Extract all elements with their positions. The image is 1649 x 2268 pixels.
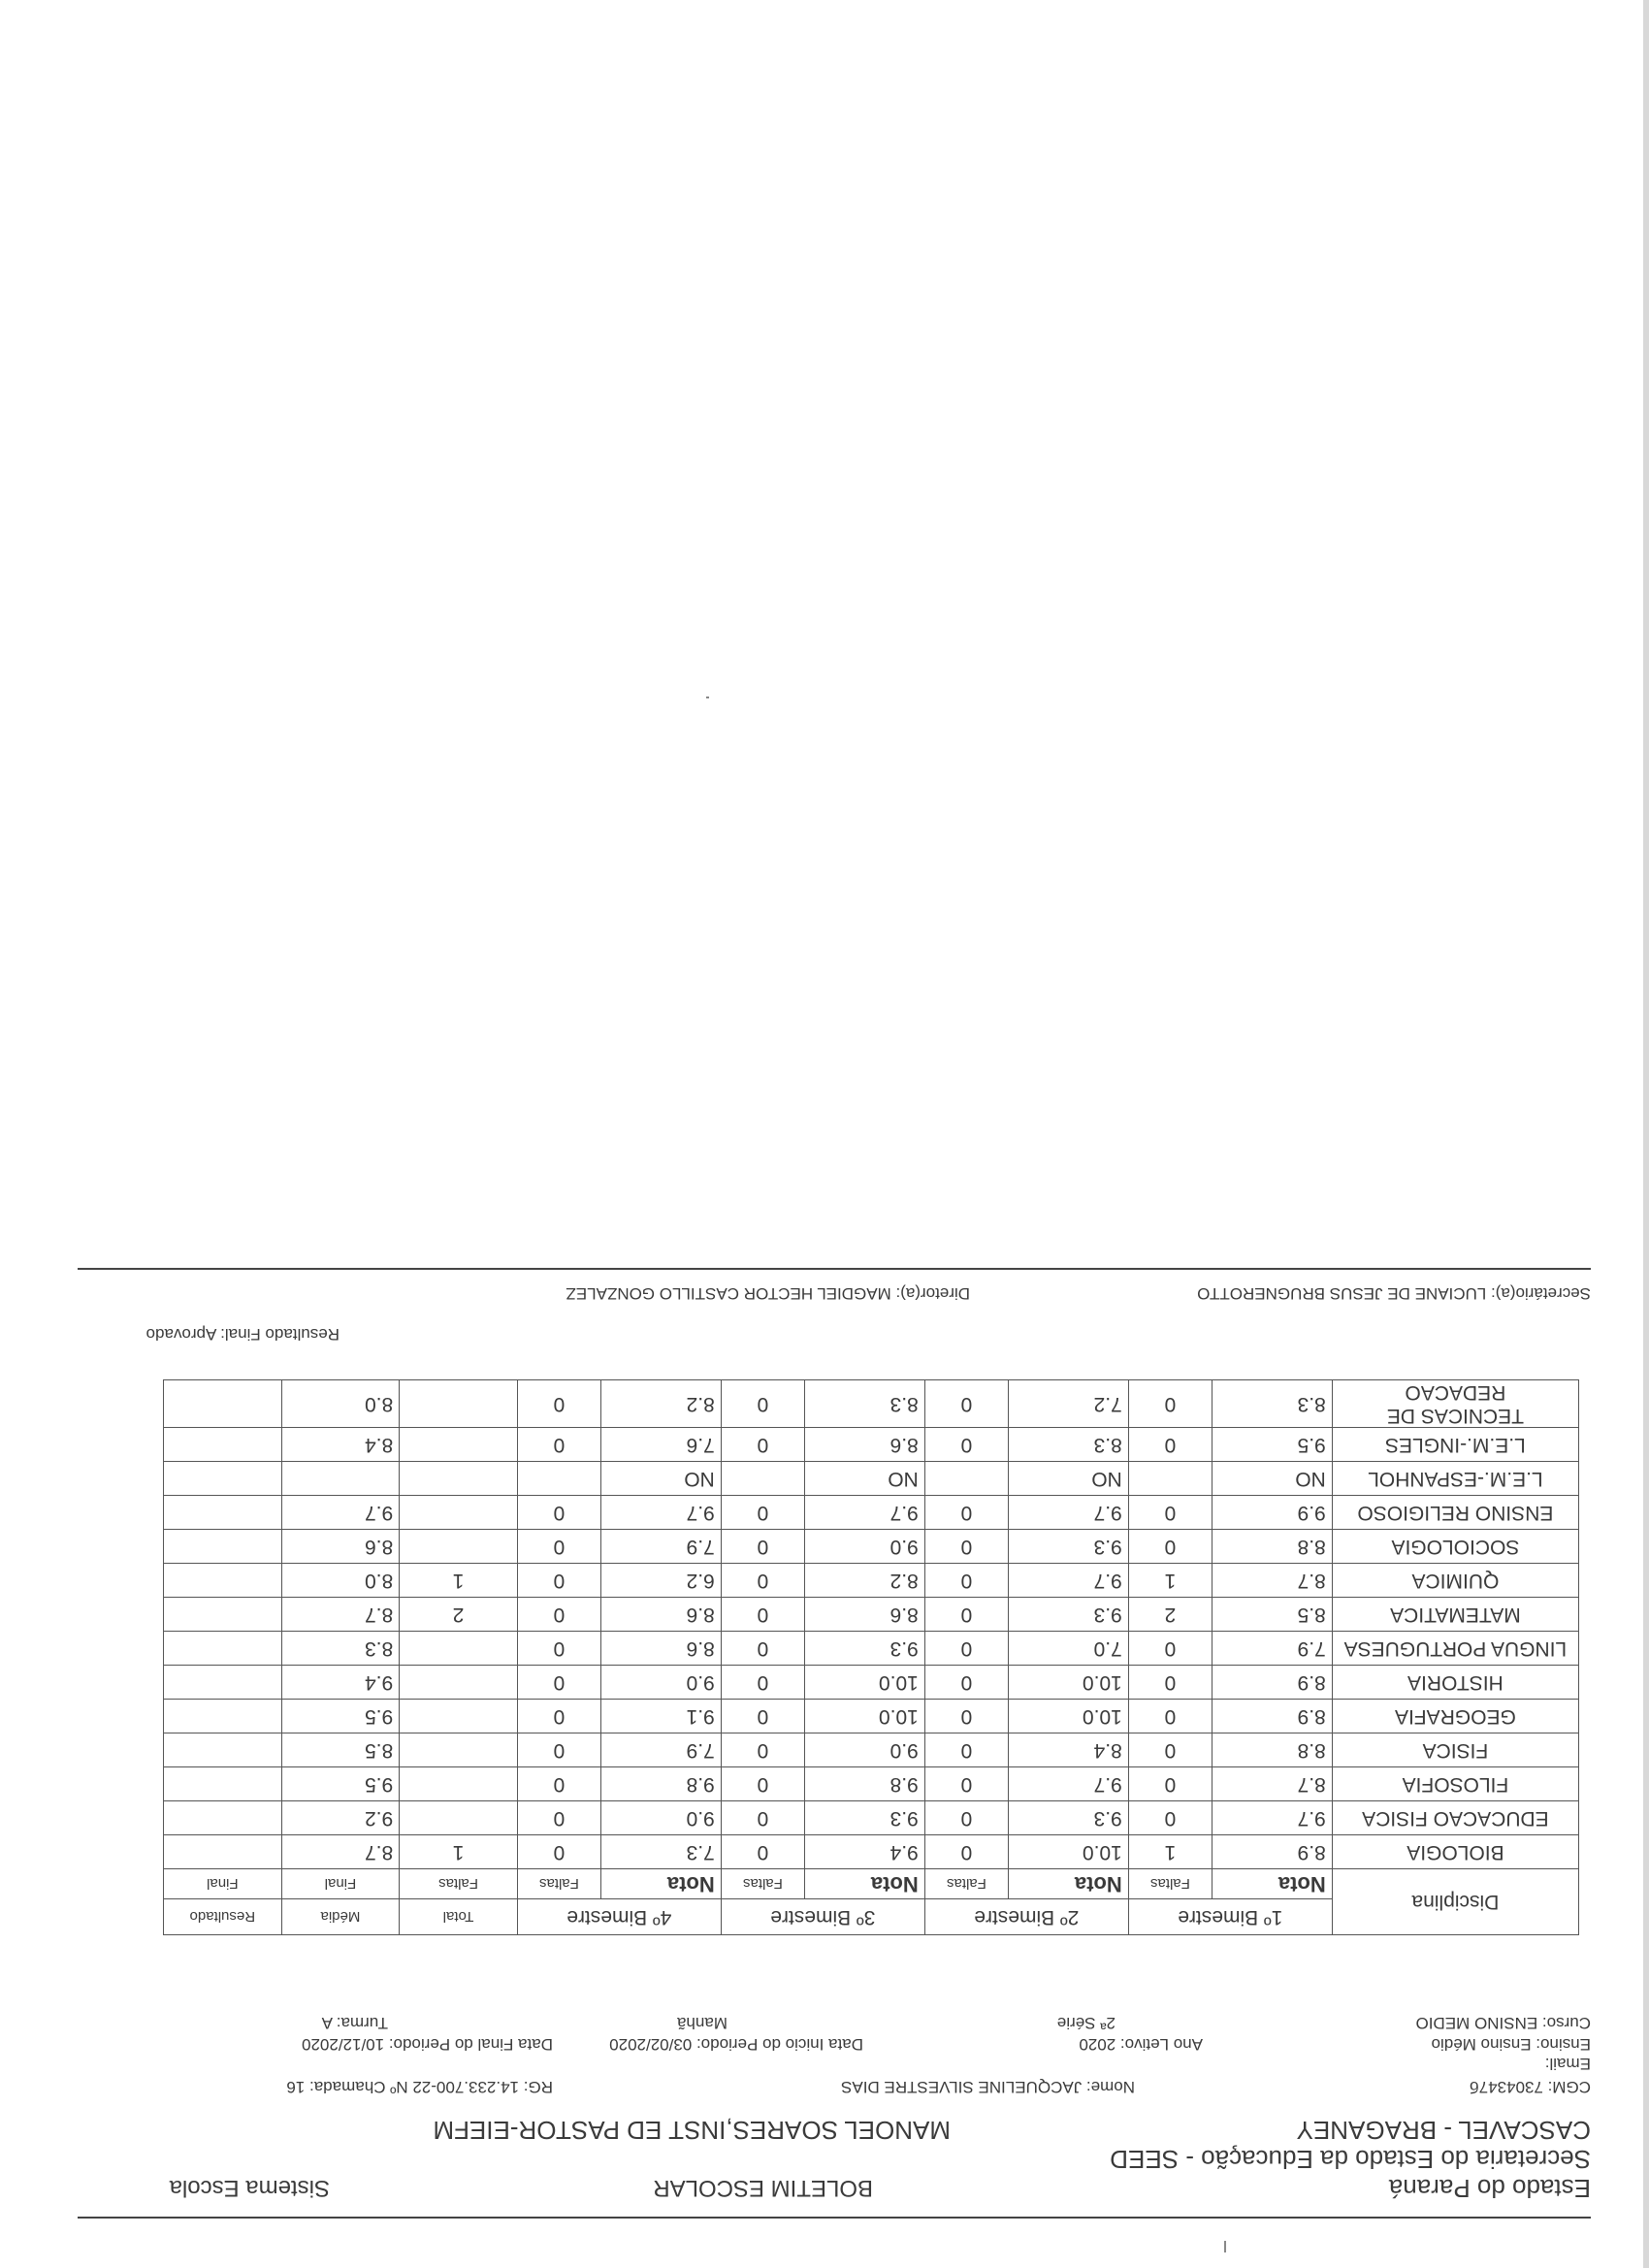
grade-cell: 0 (517, 1632, 600, 1666)
grade-cell (400, 1496, 518, 1530)
grade-cell: 8.3 (1009, 1428, 1129, 1462)
grade-cell: 0 (721, 1380, 804, 1428)
grade-cell: 9.3 (1009, 1801, 1129, 1835)
grade-cell: 0 (924, 1564, 1008, 1598)
disciplina-cell: MATEMATICA (1332, 1598, 1578, 1632)
grade-cell: 0 (517, 1598, 600, 1632)
grade-cell: 1 (1128, 1564, 1212, 1598)
disciplina-cell: FISICA (1332, 1733, 1578, 1767)
sub-nota: Nota (601, 1869, 722, 1899)
turma-field: Turma: A (321, 2014, 388, 2032)
sub-nota: Nota (1009, 1869, 1129, 1899)
city-name: CASCAVEL - BRAGANEY (1296, 2116, 1591, 2145)
boletim-slip (78, 1266, 1591, 2236)
grade-cell: 8.6 (601, 1598, 722, 1632)
grade-cell: 9.4 (281, 1666, 400, 1700)
grade-cell: 9.8 (601, 1767, 722, 1801)
grade-cell: 8.7 (281, 1835, 400, 1869)
grade-cell (164, 1380, 282, 1428)
grade-cell: 0 (721, 1767, 804, 1801)
sub-faltas-total: Faltas (400, 1869, 518, 1899)
grade-cell (400, 1530, 518, 1564)
grade-cell: 7.6 (601, 1428, 722, 1462)
ano-letivo-field: Ano Letivo: 2020 (1079, 2035, 1203, 2054)
grade-cell: 9.5 (1212, 1428, 1333, 1462)
grade-cell: 0 (721, 1530, 804, 1564)
grade-cell: 0 (721, 1428, 804, 1462)
grade-cell: 9.3 (1009, 1530, 1129, 1564)
grade-cell: 8.9 (1212, 1700, 1333, 1733)
table-row (164, 1632, 1579, 1666)
document-title: BOLETIM ESCOLAR (653, 2175, 873, 2201)
ensino-field: Ensino: Ensino Médio (1431, 2035, 1591, 2054)
grade-cell: 8.6 (281, 1530, 400, 1564)
grade-cell: 0 (721, 1835, 804, 1869)
grade-cell: 10.0 (805, 1666, 925, 1700)
grade-cell: 8.0 (281, 1380, 400, 1428)
grade-cell: 8.3 (805, 1380, 925, 1428)
table-row (164, 1380, 1579, 1428)
grade-cell: 0 (721, 1700, 804, 1733)
grade-cell: 0 (721, 1496, 804, 1530)
data-inicio-field: Data Inicio do Periodo: 03/02/2020 (609, 2035, 863, 2054)
grade-cell: 0 (924, 1598, 1008, 1632)
grade-cell: 10.0 (1009, 1666, 1129, 1700)
grade-cell: 0 (924, 1496, 1008, 1530)
grade-cell: 8.7 (1212, 1564, 1333, 1598)
student-name: Nome: JACQUELINE SILVESTRE DIAS (841, 2078, 1135, 2096)
grade-cell: 0 (924, 1380, 1008, 1428)
table-row (164, 1666, 1579, 1700)
grade-cell: 9.0 (601, 1801, 722, 1835)
grade-cell (400, 1428, 518, 1462)
grade-cell: 0 (1128, 1496, 1212, 1530)
grade-cell: 0 (517, 1380, 600, 1428)
grade-cell (400, 1767, 518, 1801)
grade-cell: 10.0 (1009, 1835, 1129, 1869)
grade-cell: 0 (721, 1564, 804, 1598)
disciplina-cell: FILOSOFIA (1332, 1767, 1578, 1801)
table-row (164, 1733, 1579, 1767)
school-name: MANOEL SOARES,INST ED PASTOR-EIEFM (433, 2116, 951, 2145)
bottom-rule (78, 1268, 1591, 1270)
grade-cell: 8.6 (805, 1428, 925, 1462)
email-field: Email: (1544, 2055, 1591, 2073)
grade-cell: 0 (1128, 1666, 1212, 1700)
table-row (164, 1801, 1579, 1835)
system-name: Sistema Escola (169, 2175, 330, 2201)
table-row (164, 1428, 1579, 1462)
turno-field: Manhã (677, 2014, 728, 2032)
grade-cell: 9.3 (805, 1632, 925, 1666)
table-row (164, 1700, 1579, 1733)
grade-cell: 0 (1128, 1428, 1212, 1462)
grade-cell: 9.8 (805, 1767, 925, 1801)
table-header-row (164, 1899, 1579, 1935)
rg-field: RG: 14.233.700-22 Nº Chamada: 16 (286, 2078, 553, 2096)
grade-cell: 0 (924, 1632, 1008, 1666)
grade-cell (164, 1700, 282, 1733)
grade-cell: 6.2 (601, 1564, 722, 1598)
grade-cell: 9.3 (805, 1801, 925, 1835)
grade-cell: 9.7 (601, 1496, 722, 1530)
sub-nota: Nota (805, 1869, 925, 1899)
grade-cell: 8.2 (805, 1564, 925, 1598)
grade-cell: 9.5 (281, 1700, 400, 1733)
grade-cell: 8.7 (1212, 1767, 1333, 1801)
grade-cell (164, 1598, 282, 1632)
grade-cell: 9.3 (1009, 1598, 1129, 1632)
grade-cell: 9.1 (601, 1700, 722, 1733)
cgm-field: CGM: 7304347б (1469, 2078, 1591, 2096)
grade-cell: 9.0 (805, 1530, 925, 1564)
grade-cell: 7.9 (1212, 1632, 1333, 1666)
sub-faltas: Faltas (924, 1869, 1008, 1899)
disciplina-cell: L.E.M.-INGLES (1332, 1428, 1578, 1462)
resultado-final: Resultado Final: Aprovado (146, 1325, 340, 1344)
grade-cell: 7.0 (1009, 1632, 1129, 1666)
grade-cell: 10.0 (1009, 1700, 1129, 1733)
grade-cell: 0 (721, 1733, 804, 1767)
grade-cell: 8.8 (1212, 1733, 1333, 1767)
grade-cell (1128, 1462, 1212, 1496)
grade-cell: 8.2 (601, 1380, 722, 1428)
grade-cell: 9.7 (1212, 1801, 1333, 1835)
grade-cell: 0 (1128, 1733, 1212, 1767)
disciplina-cell: QUIMICA (1332, 1564, 1578, 1598)
col-disciplina: Disciplina (1332, 1869, 1578, 1935)
data-final-field: Data Final do Periodo: 10/12/2020 (302, 2035, 553, 2054)
col-resultado: Resultado (164, 1899, 282, 1935)
grade-cell: 0 (721, 1632, 804, 1666)
grade-cell (164, 1496, 282, 1530)
grade-cell: 0 (517, 1733, 600, 1767)
disciplina-cell: BIOLOGIA (1332, 1835, 1578, 1869)
grade-cell: NO (805, 1462, 925, 1496)
grades-body (164, 1380, 1579, 1869)
table-row (164, 1598, 1579, 1632)
grade-cell (517, 1462, 600, 1496)
grade-cell: 9.5 (281, 1767, 400, 1801)
table-row (164, 1530, 1579, 1564)
grade-cell (721, 1462, 804, 1496)
grade-cell (164, 1462, 282, 1496)
grade-cell (164, 1564, 282, 1598)
grade-cell (400, 1733, 518, 1767)
grade-cell: 0 (924, 1700, 1008, 1733)
grade-cell (924, 1462, 1008, 1496)
curso-field: Curso: ENSINO MEDIO (1415, 2014, 1591, 2032)
col-media: Média (281, 1899, 400, 1935)
sub-resultado-final: Final (164, 1869, 282, 1899)
scan-speck (706, 697, 709, 698)
grade-cell (400, 1801, 518, 1835)
sub-faltas: Faltas (517, 1869, 600, 1899)
grades-table (163, 1379, 1579, 1935)
grade-cell (400, 1462, 518, 1496)
grade-cell: 7.3 (601, 1835, 722, 1869)
diretor-signature: Diretor(a): MAGDIEL HECTOR CASTILLO GONZALEZ (566, 1284, 970, 1303)
grade-cell (164, 1767, 282, 1801)
grade-cell: 8.5 (1212, 1598, 1333, 1632)
grade-cell: 0 (517, 1564, 600, 1598)
table-row (164, 1496, 1579, 1530)
col-bimestre-4: 4º Bimestre (517, 1899, 721, 1935)
grade-cell: 0 (1128, 1530, 1212, 1564)
grade-cell: 9.2 (281, 1801, 400, 1835)
grade-cell: NO (1212, 1462, 1333, 1496)
grade-cell: 0 (1128, 1632, 1212, 1666)
grade-cell: 0 (924, 1666, 1008, 1700)
grade-cell: 0 (517, 1835, 600, 1869)
grade-cell: 0 (1128, 1767, 1212, 1801)
grade-cell: 8.9 (1212, 1666, 1333, 1700)
secretario-signature: Secretário(a): LUCIANE DE JESUS BRUGNEROTTO (1197, 1284, 1591, 1303)
grade-cell: 0 (924, 1733, 1008, 1767)
grade-cell: 0 (924, 1530, 1008, 1564)
grade-cell: NO (601, 1462, 722, 1496)
grade-cell: 8.4 (281, 1428, 400, 1462)
scan-speck (1224, 2241, 1226, 2252)
grade-cell: 0 (1128, 1801, 1212, 1835)
grade-cell: 0 (517, 1496, 600, 1530)
grade-cell: NO (1009, 1462, 1129, 1496)
grade-cell: 8.0 (281, 1564, 400, 1598)
grade-cell: 8.6 (601, 1632, 722, 1666)
grade-cell: 0 (1128, 1380, 1212, 1428)
grade-cell: 0 (721, 1598, 804, 1632)
disciplina-cell: ENSINO RELIGIOSO (1332, 1496, 1578, 1530)
scan-edge (1643, 0, 1649, 2268)
grade-cell: 1 (400, 1835, 518, 1869)
top-rule (78, 2217, 1591, 2219)
sub-nota: Nota (1212, 1869, 1333, 1899)
grade-cell: 0 (1128, 1700, 1212, 1733)
grade-cell: 0 (517, 1801, 600, 1835)
col-bimestre-3: 3º Bimestre (721, 1899, 924, 1935)
grade-cell: 0 (924, 1835, 1008, 1869)
grade-cell: 2 (1128, 1598, 1212, 1632)
grade-cell (164, 1666, 282, 1700)
grade-cell: 8.6 (805, 1598, 925, 1632)
grade-cell: 9.7 (1009, 1496, 1129, 1530)
grade-cell (400, 1700, 518, 1733)
grade-cell: 0 (721, 1666, 804, 1700)
grade-cell: 8.5 (281, 1733, 400, 1767)
sub-faltas: Faltas (721, 1869, 804, 1899)
grade-cell: 9.7 (805, 1496, 925, 1530)
grade-cell: 9.9 (1212, 1496, 1333, 1530)
grade-cell: 9.7 (1009, 1767, 1129, 1801)
table-row (164, 1767, 1579, 1801)
grade-cell (164, 1835, 282, 1869)
grade-cell: 9.4 (805, 1835, 925, 1869)
grade-cell (164, 1801, 282, 1835)
grade-cell: 0 (517, 1428, 600, 1462)
grade-cell: 0 (517, 1700, 600, 1733)
grade-cell: 9.7 (281, 1496, 400, 1530)
grade-cell: 8.7 (281, 1598, 400, 1632)
sub-faltas: Faltas (1128, 1869, 1212, 1899)
secretariat-name: Secretaria do Estado da Educação - SEED (1110, 2145, 1591, 2174)
grade-cell: 0 (924, 1767, 1008, 1801)
state-name: Estado do Paraná (1388, 2174, 1591, 2203)
grade-cell: 8.3 (1212, 1380, 1333, 1428)
grade-cell (400, 1632, 518, 1666)
grade-cell (164, 1530, 282, 1564)
grade-cell: 9.7 (1009, 1564, 1129, 1598)
table-row (164, 1835, 1579, 1869)
grade-cell: 0 (721, 1801, 804, 1835)
col-bimestre-2: 2º Bimestre (924, 1899, 1128, 1935)
grade-cell: 1 (1128, 1835, 1212, 1869)
table-row (164, 1564, 1579, 1598)
grade-cell (164, 1632, 282, 1666)
grade-cell (281, 1462, 400, 1496)
grade-cell (400, 1666, 518, 1700)
grade-cell: 9.0 (805, 1733, 925, 1767)
disciplina-cell: L.E.M.-ESPANHOL (1332, 1462, 1578, 1496)
grade-cell: 10.0 (805, 1700, 925, 1733)
disciplina-cell: EDUCACAO FISICA (1332, 1801, 1578, 1835)
grade-cell: 0 (517, 1767, 600, 1801)
grade-cell: 7.2 (1009, 1380, 1129, 1428)
col-bimestre-1: 1º Bimestre (1128, 1899, 1332, 1935)
disciplina-cell: HISTORIA (1332, 1666, 1578, 1700)
disciplina-cell: LINGUA PORTUGUESA (1332, 1632, 1578, 1666)
grade-cell (400, 1380, 518, 1428)
grade-cell: 7.9 (601, 1733, 722, 1767)
grade-cell: 1 (400, 1564, 518, 1598)
disciplina-cell: SOCIOLOGIA (1332, 1530, 1578, 1564)
grade-cell: 9.0 (601, 1666, 722, 1700)
grade-cell: 8.8 (1212, 1530, 1333, 1564)
grade-cell: 2 (400, 1598, 518, 1632)
grade-cell: 0 (517, 1530, 600, 1564)
grade-cell: 0 (517, 1666, 600, 1700)
disciplina-cell: GEOGRAFIA (1332, 1700, 1578, 1733)
table-row (164, 1462, 1579, 1496)
grade-cell: 8.4 (1009, 1733, 1129, 1767)
grade-cell: 7.9 (601, 1530, 722, 1564)
sub-media-final: Final (281, 1869, 400, 1899)
grade-cell (164, 1733, 282, 1767)
col-total: Total (400, 1899, 518, 1935)
grade-cell (164, 1428, 282, 1462)
disciplina-cell: TECNICAS DE REDACAO (1332, 1380, 1578, 1428)
grade-cell: 0 (924, 1801, 1008, 1835)
grade-cell: 8.3 (281, 1632, 400, 1666)
grade-cell: 0 (924, 1428, 1008, 1462)
grade-cell: 8.9 (1212, 1835, 1333, 1869)
serie-field: 2ª Série (1056, 2014, 1116, 2032)
